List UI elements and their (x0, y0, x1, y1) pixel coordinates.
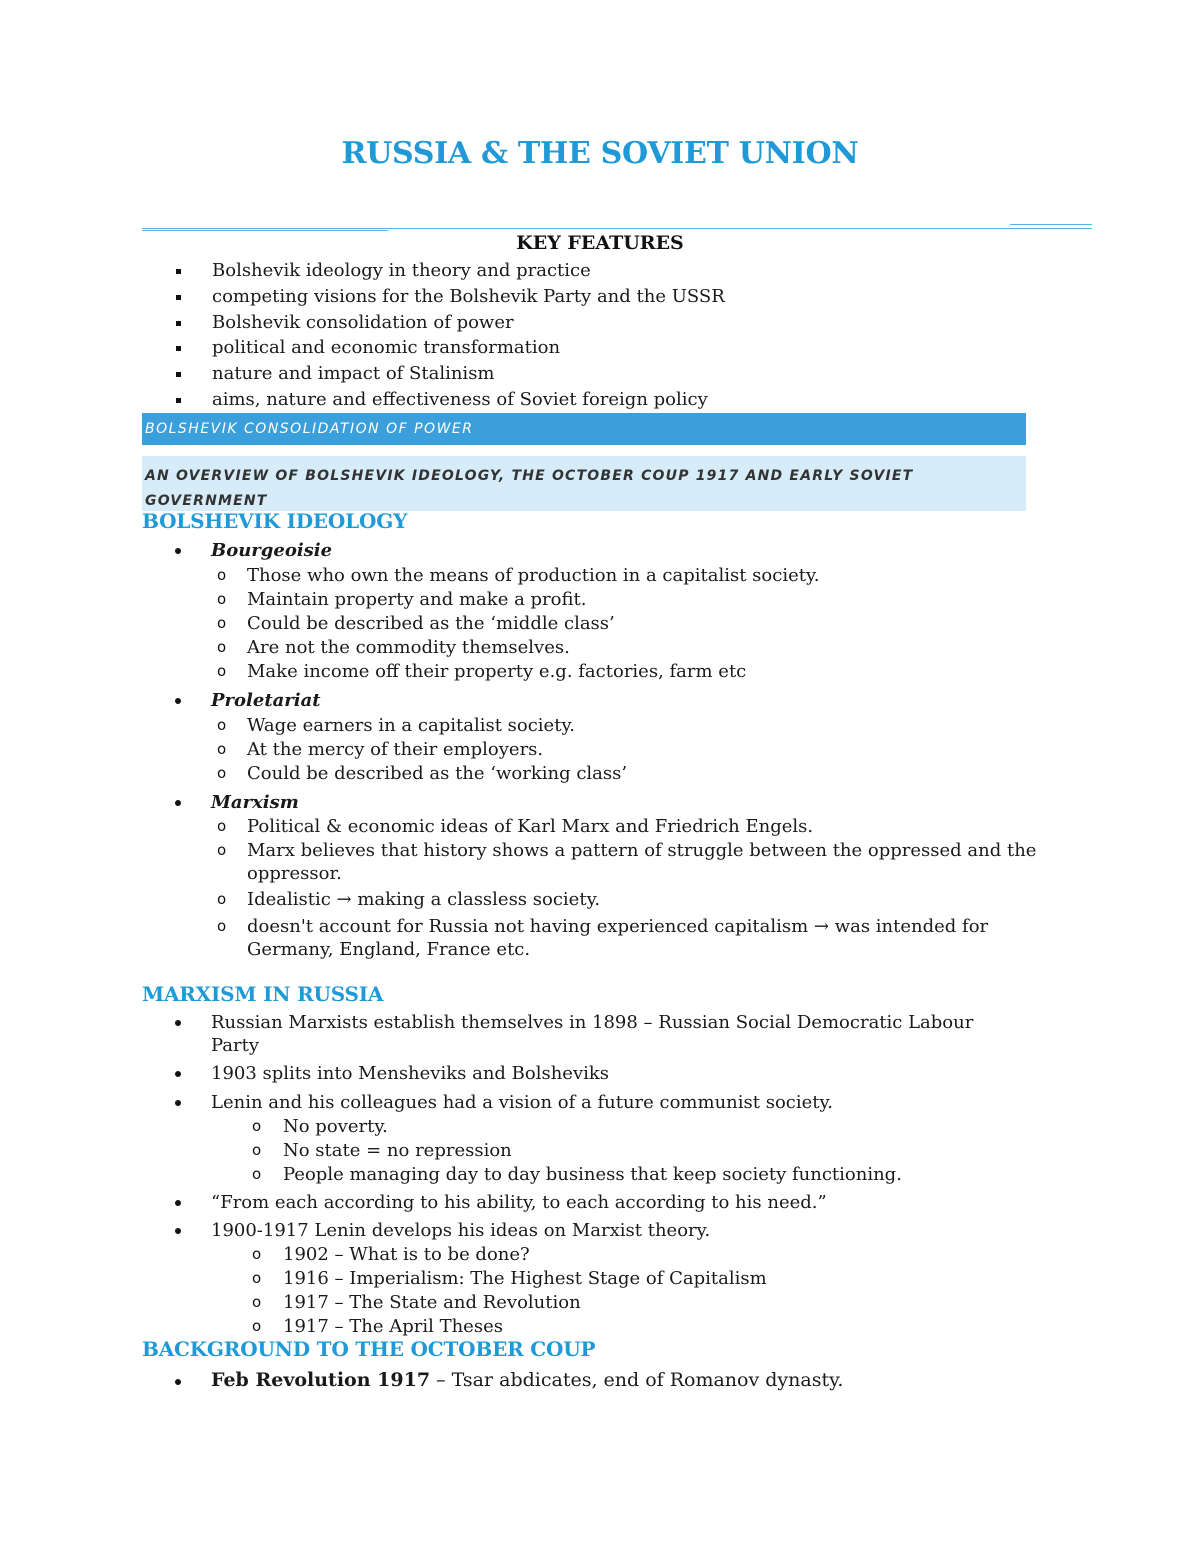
key-features-list (170, 258, 725, 413)
circle-bullet-icon: o (252, 1117, 262, 1135)
circle-bullet-icon: o (217, 590, 227, 608)
list-item: Wage earners in a capitalist society. (247, 715, 575, 736)
bullet-icon (175, 1228, 181, 1234)
circle-bullet-icon: o (252, 1269, 262, 1287)
list-item: Make income off their property e.g. factories, farm etc (247, 661, 747, 682)
circle-bullet-icon: o (217, 662, 227, 680)
list-item: No poverty. (283, 1116, 388, 1137)
title-rule (142, 228, 1092, 229)
list-item-continuation: oppressor. (247, 863, 342, 884)
circle-bullet-icon: o (217, 917, 227, 935)
circle-bullet-icon: o (217, 841, 227, 859)
key-feature-item: nature and impact of Stalinism (170, 361, 725, 387)
list-item: 1916 – Imperialism: The Highest Stage of Capitalism (283, 1268, 767, 1289)
bullet-icon (175, 698, 181, 704)
section-band: BOLSHEVIK CONSOLIDATION OF POWER (142, 413, 1026, 445)
key-feature-item: competing visions for the Bolshevik Party and the USSR (170, 284, 725, 310)
list-item: 1900-1917 Lenin develops his ideas on Marxist theory. (211, 1220, 711, 1241)
circle-bullet-icon: o (252, 1141, 262, 1159)
document-title: RUSSIA & THE SOVIET UNION (341, 136, 859, 171)
circle-bullet-icon: o (217, 716, 227, 734)
bolshevik-ideology-heading: BOLSHEVIK IDEOLOGY (142, 509, 408, 533)
feb-revolution-text: – Tsar abdicates, end of Romanov dynasty. (430, 1369, 844, 1391)
circle-bullet-icon: o (217, 566, 227, 584)
list-item: Marx believes that history shows a pattern of struggle between the oppressed and the (247, 840, 1037, 861)
key-feature-item: aims, nature and effectiveness of Soviet foreign policy (170, 387, 725, 413)
list-item: 1917 – The State and Revolution (283, 1292, 581, 1313)
bullet-icon (175, 1071, 181, 1077)
bullet-icon (175, 800, 181, 806)
list-item: Could be described as the ‘middle class’ (247, 613, 615, 634)
square-bullet-icon (176, 295, 181, 300)
list-item: “From each according to his ability, to each according to his need.” (211, 1192, 827, 1213)
list-item: 1917 – The April Theses (283, 1316, 503, 1337)
bullet-icon (175, 1379, 181, 1385)
term-bourgeoisie: Bourgeoisie (211, 540, 333, 561)
list-item: 1902 – What is to be done? (283, 1244, 530, 1265)
square-bullet-icon (176, 398, 181, 403)
feb-revolution-label: Feb Revolution 1917 (211, 1369, 431, 1391)
list-item-continuation: Party (211, 1035, 260, 1056)
circle-bullet-icon: o (252, 1245, 262, 1263)
list-item-continuation: Germany, England, France etc. (247, 939, 531, 960)
list-item: Political & economic ideas of Karl Marx and Friedrich Engels. (247, 816, 814, 837)
key-feature-item: Bolshevik consolidation of power (170, 310, 725, 336)
list-item: Maintain property and make a profit. (247, 589, 587, 610)
marxism-in-russia-heading: MARXISM IN RUSSIA (142, 982, 384, 1006)
list-item: People managing day to day business that keep society functioning. (283, 1164, 902, 1185)
square-bullet-icon (176, 372, 181, 377)
term-proletariat: Proletariat (211, 690, 321, 711)
bullet-icon (175, 548, 181, 554)
list-item: 1903 splits into Mensheviks and Bolsheviks (211, 1063, 610, 1084)
circle-bullet-icon: o (217, 817, 227, 835)
circle-bullet-icon: o (217, 764, 227, 782)
subsection-band: AN OVERVIEW OF BOLSHEVIK IDEOLOGY, THE OCTOBER COUP 1917 AND EARLY SOVIET GOVERNMENT (142, 456, 1026, 511)
title-rule-accent (1010, 224, 1092, 225)
square-bullet-icon (176, 269, 181, 274)
title-rule-accent-left (142, 230, 388, 231)
list-item: doesn't account for Russia not having experienced capitalism → was intended for (247, 916, 989, 937)
key-feature-item: Bolshevik ideology in theory and practice (170, 258, 725, 284)
circle-bullet-icon: o (217, 740, 227, 758)
circle-bullet-icon: o (217, 614, 227, 632)
list-item: Lenin and his colleagues had a vision of a future communist society. (211, 1092, 834, 1113)
bullet-icon (175, 1100, 181, 1106)
list-item: At the mercy of their employers. (247, 739, 544, 760)
bullet-icon (175, 1020, 181, 1026)
square-bullet-icon (176, 346, 181, 351)
term-marxism: Marxism (211, 792, 299, 813)
list-item: No state = no repression (283, 1140, 512, 1161)
list-item: Could be described as the ‘working class’ (247, 763, 628, 784)
square-bullet-icon (176, 321, 181, 326)
circle-bullet-icon: o (252, 1317, 262, 1335)
list-item: Russian Marxists establish themselves in 1898 – Russian Social Democratic Labour (211, 1012, 974, 1033)
circle-bullet-icon: o (217, 638, 227, 656)
circle-bullet-icon: o (252, 1293, 262, 1311)
key-feature-item: political and economic transformation (170, 335, 725, 361)
list-item (211, 1368, 843, 1392)
background-heading: BACKGROUND TO THE OCTOBER COUP (142, 1337, 596, 1361)
key-features-heading: KEY FEATURES (516, 232, 684, 254)
circle-bullet-icon: o (217, 890, 227, 908)
bullet-icon (175, 1200, 181, 1206)
list-item: Idealistic → making a classless society. (247, 889, 601, 910)
list-item: Are not the commodity themselves. (247, 637, 570, 658)
list-item: Those who own the means of production in a capitalist society. (247, 565, 820, 586)
circle-bullet-icon: o (252, 1165, 262, 1183)
